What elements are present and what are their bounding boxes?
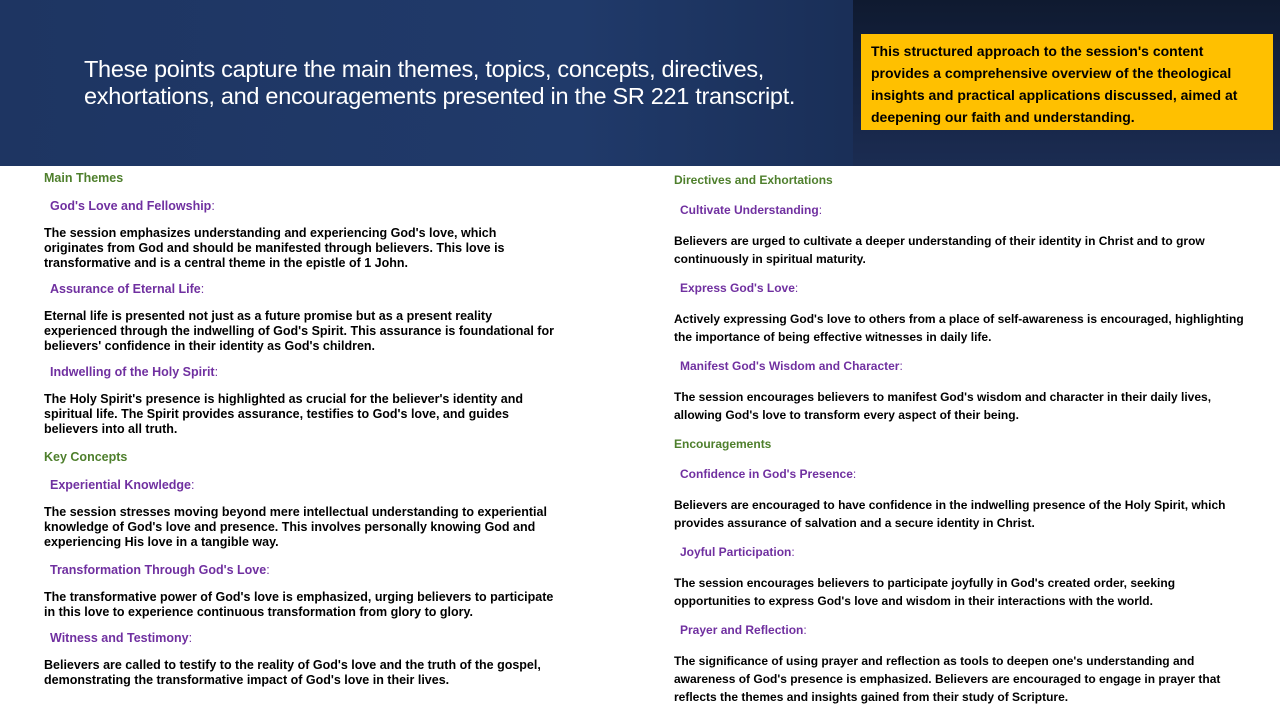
item-body-indwelling-holy-spirit: The Holy Spirit's presence is highlighted as crucial for the believer's identity and spiritual life. The Spirit provides assurance, testifies to God's love, and guides believers into all truth. bbox=[44, 392, 523, 436]
right-column bbox=[674, 170, 1244, 706]
item-heading-indwelling-holy-spirit: Indwelling of the Holy Spirit: bbox=[50, 365, 219, 379]
item-heading-assurance-eternal-life: Assurance of Eternal Life: bbox=[50, 282, 205, 296]
item-heading-experiential-knowledge: Experiential Knowledge: bbox=[50, 478, 195, 492]
section-heading-encouragements: Encouragements bbox=[674, 437, 772, 451]
item-body-express-gods-love: Actively expressing God's love to others from a place of self-awareness is encouraged, highlighting the importance of being effective witnesses in daily life. bbox=[674, 312, 1244, 344]
item-body-confidence-presence: Believers are encouraged to have confidence in the indwelling presence of the Holy Spirit, which provides assurance of salvation and a secure identity in Christ. bbox=[674, 498, 1226, 530]
item-heading-cultivate-understanding: Cultivate Understanding: bbox=[680, 203, 823, 217]
item-heading-transformation: Transformation Through God's Love: bbox=[50, 563, 270, 577]
item-heading-confidence-presence: Confidence in God's Presence: bbox=[680, 467, 857, 481]
section-heading-key-concepts: Key Concepts bbox=[44, 450, 128, 464]
section-heading-main-themes: Main Themes bbox=[44, 171, 124, 185]
left-column bbox=[44, 170, 559, 688]
item-body-prayer-reflection: The significance of using prayer and reflection as tools to deepen one's understanding and awareness of God's presence is emphasized. Believers are encouraged to engage in prayer that reflects the themes and insights gained from their study of Scripture. bbox=[674, 654, 1221, 704]
item-heading-joyful-participation: Joyful Participation: bbox=[680, 545, 795, 559]
item-body-assurance-eternal-life: Eternal life is presented not just as a future promise but as a present reality experienced through the indwelling of God's Spirit. This assurance is foundational for believers' confidence in their identity as God's children. bbox=[44, 309, 554, 353]
summary-callout: This structured approach to the session's content provides a comprehensive overview of the theological insights and practical applications discussed, aimed at deepening our faith and understanding. bbox=[861, 34, 1273, 130]
slide-headline: These points capture the main themes, topics, concepts, directives, exhortations, and encouragements presented in the SR 221 transcript. bbox=[84, 56, 796, 109]
item-heading-witness-testimony: Witness and Testimony: bbox=[50, 631, 193, 645]
item-body-transformation: The transformative power of God's love is emphasized, urging believers to participate in this love to experience continuous transformation from glory to glory. bbox=[44, 590, 554, 619]
item-body-gods-love-fellowship: The session emphasizes understanding and experiencing God's love, which originates from God and should be manifested through believers. This love is transformative and is a central theme in the epistle of 1 John. bbox=[44, 226, 505, 270]
item-body-cultivate-understanding: Believers are urged to cultivate a deeper understanding of their identity in Christ and to grow continuously in spiritual maturity. bbox=[674, 234, 1205, 266]
item-heading-prayer-reflection: Prayer and Reflection: bbox=[680, 623, 807, 637]
item-body-witness-testimony: Believers are called to testify to the reality of God's love and the truth of the gospel, demonstrating the transformative impact of God's love in their lives. bbox=[44, 658, 541, 687]
item-heading-manifest-wisdom: Manifest God's Wisdom and Character: bbox=[680, 359, 903, 373]
item-heading-express-gods-love: Express God's Love: bbox=[680, 281, 799, 295]
item-body-experiential-knowledge: The session stresses moving beyond mere intellectual understanding to experiential knowledge of God's love and presence. This involves personally knowing God and experiencing His love in a tangible way. bbox=[44, 505, 547, 549]
section-heading-directives: Directives and Exhortations bbox=[674, 173, 833, 187]
item-body-manifest-wisdom: The session encourages believers to manifest God's wisdom and character in their daily lives, allowing God's love to transform every aspect of their being. bbox=[674, 390, 1212, 422]
item-heading-gods-love-fellowship: God's Love and Fellowship: bbox=[50, 199, 215, 213]
item-body-joyful-participation: The session encourages believers to participate joyfully in God's created order, seeking opportunities to express God's love and wisdom in their interactions with the world. bbox=[674, 576, 1176, 608]
